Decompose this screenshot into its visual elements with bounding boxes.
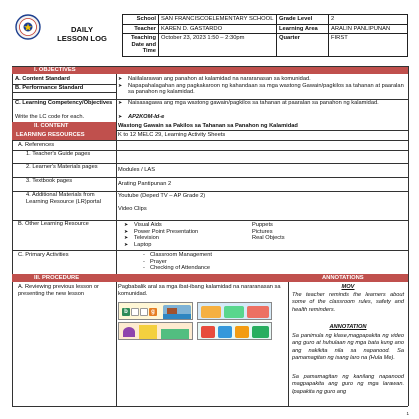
learning-competency-label: C. Learning Competency/Objectives	[15, 100, 113, 106]
header-row-school	[123, 15, 408, 25]
teacher-label: Teacher	[123, 24, 159, 34]
resources-header-value: K to 12 MELC 29, Learning Activity Sheets	[118, 132, 226, 138]
quarter-value: FIRST	[329, 34, 408, 57]
flood-picture	[163, 305, 191, 319]
page-number: 1	[406, 411, 409, 416]
procedure-section-bar	[12, 274, 408, 282]
other-resource-list-right	[252, 222, 352, 242]
mov-text: The teacher reminds the learners about some of the classroom rules, safety and health reminders.	[292, 292, 404, 313]
column-divider	[116, 74, 117, 406]
television-item: ➤ Television	[124, 235, 244, 242]
additional-materials-value: Youtube (Deped TV – AP Grade 2)	[118, 193, 206, 199]
character-figure	[123, 327, 135, 337]
content-section-bar	[12, 122, 116, 130]
scene-slide-1	[118, 322, 193, 340]
visual-aids-item: ➤ Visual Aids	[124, 222, 244, 229]
laptop-item: ➤ Laptop	[124, 242, 244, 249]
title-line-2: LESSON LOG	[57, 34, 107, 43]
learners-materials-value: Modules / LAS	[118, 167, 155, 173]
resources-section-bar	[12, 130, 116, 140]
content-heading: II. CONTENT	[34, 123, 69, 129]
school-label: School	[123, 15, 159, 25]
word-puzzle-slide	[118, 302, 193, 320]
blank-tile	[131, 308, 139, 316]
primary-activities-label: C. Primary Activities	[18, 252, 69, 258]
scene-slide-2	[197, 322, 272, 340]
additional-materials-label: 4. Additional Materials from Learning Resource (LR)portal	[26, 192, 101, 205]
lc-code: ➤ AP2KOM-Id-e	[118, 114, 318, 121]
document-title	[42, 25, 122, 43]
learning-area-label: Learning Area	[277, 24, 329, 34]
classroom-management-item: - Classroom Management	[142, 252, 302, 259]
content-standard-list	[118, 76, 406, 96]
attendance-item: - Checking of Attendance	[142, 265, 302, 272]
objectives-section-bar	[12, 66, 408, 74]
real-objects-item: Real Objects	[252, 235, 285, 242]
row-divider	[12, 250, 408, 251]
step-a-text: Pagbabalik aral sa mga ibat-ibang kalamidad na nararanasan sa komunidad.	[118, 284, 281, 297]
letter-tile: b	[122, 308, 130, 316]
power-point-item: ➤ Power Point Presentation	[124, 229, 244, 236]
water-shape	[163, 314, 191, 319]
teachers-guide-label: 1. Teacher's Guide pages	[26, 151, 91, 157]
game-board-slide	[197, 302, 272, 320]
procedure-heading: III. PROCEDURE	[34, 275, 80, 281]
grade-level-value: 2	[329, 15, 408, 25]
right-border	[408, 66, 409, 406]
objectives-heading: I. OBJECTIVES	[34, 67, 76, 73]
title-line-1: DAILY	[70, 25, 94, 34]
resources-heading: LEARNING RESOURCES	[16, 132, 85, 138]
picture-block	[235, 326, 249, 338]
grade-level-label: Grade Level	[277, 15, 329, 25]
lesson-slide-images	[118, 302, 272, 340]
lesson-grid	[12, 66, 408, 406]
quarter-label: Quarter	[277, 34, 329, 57]
content-standard-text: ➤ Naiilalarawan ang panahon at kalamidad na nararanasan sa komunidad.	[118, 76, 406, 83]
header-row-teacher	[123, 24, 408, 34]
mov-title: MOV	[341, 284, 355, 290]
game-card	[224, 306, 244, 318]
header-info-table	[122, 14, 408, 57]
annotation-title: ANNOTATION	[329, 324, 367, 330]
row-divider	[12, 140, 408, 141]
annotation-text-2: Sa pamamagitan ng kanilang napanood magpapakita ang guro ng mga larawan. Ipapakita ng guro ang	[292, 374, 404, 395]
primary-activities-list	[142, 252, 302, 272]
ground-picture	[161, 329, 189, 339]
picture-block	[252, 326, 269, 338]
picture-block	[218, 326, 232, 338]
annotation-divider	[288, 282, 289, 406]
references-label: A. References	[18, 142, 55, 148]
table-bottom-border	[12, 406, 408, 407]
other-resource-list-left	[124, 222, 244, 248]
left-border	[12, 66, 13, 406]
row-divider	[12, 92, 116, 93]
deped-seal-icon	[15, 14, 41, 40]
content-title: Wastong Gawain sa Pakilos sa Tahanan sa Panahon ng Kalamidad	[118, 123, 298, 129]
content-standard-label: A. Content Standard	[15, 76, 70, 82]
textbook-label: 3. Textbook pages	[26, 178, 73, 184]
learners-materials-label: 2. Learner's Materials pages	[26, 164, 98, 170]
teaching-date-value: October 23, 2023 1:50 – 2:30pm	[159, 34, 277, 57]
teacher-value: KAREN D. GASTARDO	[159, 24, 277, 34]
game-card	[201, 306, 221, 318]
pictures-item: Pictures	[252, 228, 273, 235]
puppets-item: Puppets	[252, 222, 273, 228]
lc-code-list	[118, 114, 318, 121]
performance-standard-label: B. Performance Standard	[15, 85, 84, 91]
lc-code-label: Write the LC code for each.	[15, 114, 85, 120]
annotation-text-1: Sa panimula ng klase,magpapakita ng video ang guro at huhulaan ng mga bata kung ano ang nakikita nila sa napanood. Sa pamamagitan ng isang laro na (Hula Me).	[292, 333, 404, 362]
blank-tile	[140, 308, 148, 316]
step-a-label: A. Reviewing previous lesson or presenting the new lesson	[18, 284, 99, 297]
competency-list	[118, 100, 406, 107]
performance-standard-text: ➤ Napapahalagahan ang pagkakaroon ng kahandaan sa mga wastong Gawain/pagkilos sa tahanan at paaralan sa panahon ng kalamidad.	[118, 83, 406, 96]
table-top-border	[12, 66, 408, 67]
letter-tile: g	[149, 308, 157, 316]
game-card	[247, 306, 269, 318]
other-resource-label: B. Other Learning Resource	[18, 221, 89, 227]
annotations-heading: ANNOTATIONS	[322, 275, 364, 281]
picture-block	[201, 326, 215, 338]
additional-materials-value-2: Video Clips	[118, 206, 147, 212]
textbook-value: Arating Pantipunan 2	[118, 181, 172, 187]
school-value: SAN FRANCISCOELEMENTARY SCHOOL	[159, 15, 277, 25]
header-row-date	[123, 34, 408, 57]
prayer-item: - Prayer	[142, 259, 302, 266]
learning-area-value: ARALIN PANLIPUNAN	[329, 24, 408, 34]
teaching-date-label: Teaching Date and Time	[123, 34, 159, 57]
competency-text: ➤ Naisasagawa ang mga wastong gawain/pagkilos sa tahanan at paaralan sa panahon ng kalamidad.	[118, 100, 406, 107]
house-picture	[139, 325, 157, 339]
